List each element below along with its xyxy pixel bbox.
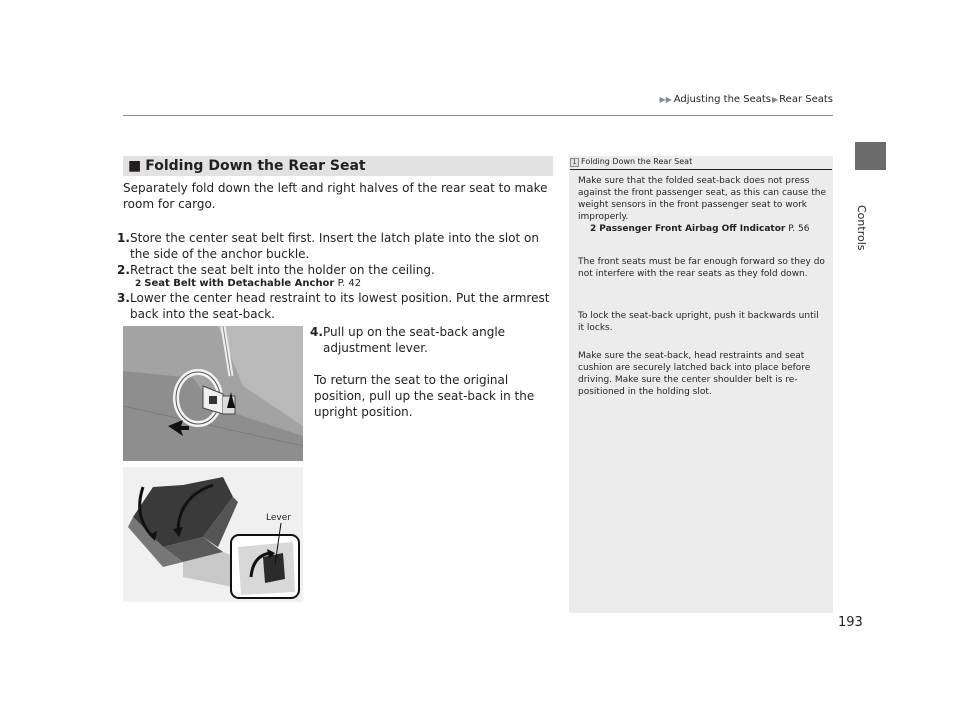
step-number: 3. bbox=[117, 291, 130, 305]
breadcrumb-item-adjusting-seats[interactable]: Adjusting the Seats bbox=[673, 94, 772, 105]
xref-arrow-icon: 2 bbox=[590, 224, 597, 234]
seat-fold-illustration bbox=[123, 467, 303, 602]
chapter-tab-marker bbox=[855, 142, 886, 170]
note-paragraph-1: Make sure that the folded seat-back does not press against the front passenger seat, as this can cause the weight sensors in the front passenger seat to work improperly. bbox=[578, 176, 826, 222]
step-number: 1. bbox=[117, 231, 130, 245]
seat-belt-latch-illustration bbox=[123, 326, 303, 461]
chapter-label: Controls bbox=[855, 205, 868, 251]
step-text: Lower the center head restraint to its lowest position. Put the armrest back into the seat-back. bbox=[130, 291, 550, 321]
note-paragraph-2: The front seats must be far enough forward so they do not interfere with the rear seats as they fold down. bbox=[578, 257, 825, 279]
breadcrumb bbox=[500, 94, 833, 105]
section-title: Folding Down the Rear Seat bbox=[145, 158, 366, 174]
step-number: 2. bbox=[117, 263, 130, 277]
step-text: Pull up on the seat-back angle adjustment lever. bbox=[323, 325, 506, 355]
header-divider bbox=[123, 115, 833, 116]
breadcrumb-arrows-icon: ▶▶ bbox=[659, 95, 672, 104]
breadcrumb-separator-icon: ▶ bbox=[772, 95, 779, 104]
xref-page: P. 56 bbox=[788, 224, 810, 234]
step-text: Retract the seat belt into the holder on the ceiling. bbox=[130, 263, 435, 277]
note-cross-reference-link[interactable] bbox=[590, 223, 826, 235]
xref-arrow-icon: 2 bbox=[135, 279, 142, 289]
xref-page: P. 42 bbox=[337, 278, 362, 289]
breadcrumb-item-rear-seats[interactable]: Rear Seats bbox=[779, 94, 833, 105]
note-marker-icon: 1 bbox=[570, 158, 579, 167]
page-number: 193 bbox=[838, 615, 863, 630]
step-3 bbox=[117, 290, 553, 322]
section-square-icon: ■ bbox=[128, 158, 142, 174]
section-heading bbox=[123, 156, 553, 176]
step-2 bbox=[117, 262, 553, 278]
step-number: 4. bbox=[310, 325, 323, 339]
xref-label[interactable]: Passenger Front Airbag Off Indicator bbox=[599, 224, 786, 234]
intro-paragraph: Separately fold down the left and right halves of the rear seat to make room for cargo. bbox=[123, 181, 548, 211]
return-paragraph: To return the seat to the original position, pull up the seat-back in the upright position. bbox=[314, 373, 535, 419]
note-paragraph-4: Make sure the seat-back, head restraints and seat cushion are securely latched back into place before driving. Make sure the center shoulder belt is re-positioned in the holding slot. bbox=[578, 351, 811, 397]
step-text: Store the center seat belt first. Insert the latch plate into the slot on the side of the anchor buckle. bbox=[130, 231, 539, 261]
side-note-heading bbox=[570, 157, 832, 170]
note-paragraph-3: To lock the seat-back upright, push it backwards until it locks. bbox=[578, 311, 819, 333]
lever-label: Lever bbox=[266, 513, 291, 523]
step-4 bbox=[310, 324, 555, 356]
xref-label[interactable]: Seat Belt with Detachable Anchor bbox=[144, 278, 335, 289]
step-1 bbox=[117, 230, 553, 262]
cross-reference-link[interactable] bbox=[135, 278, 361, 289]
side-note-title: Folding Down the Rear Seat bbox=[581, 157, 693, 166]
